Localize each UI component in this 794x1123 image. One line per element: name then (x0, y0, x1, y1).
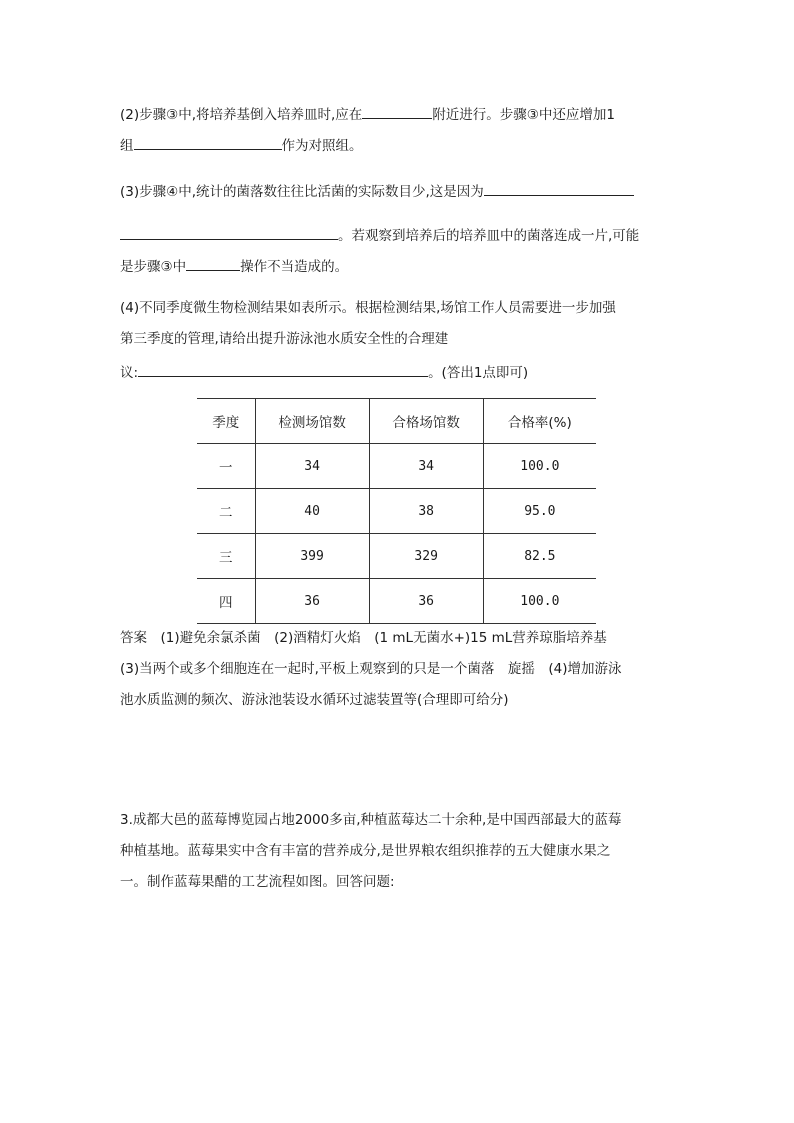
question-3-line-2 (120, 223, 639, 246)
table-header-cell: 合格率(%) (483, 399, 596, 444)
answer-blank (138, 360, 428, 377)
answer-line-1: 答案 (1)避免余氯杀菌 (2)酒精灯火焰 (1 mL无菌水+)15 mL营养琼脂培养基 (120, 630, 607, 646)
question-2-line-1 (120, 102, 615, 125)
table-header-cell: 合格场馆数 (369, 399, 483, 444)
table-cell: 95.0 (483, 489, 596, 534)
question-3-text-d: 操作不当造成的。 (240, 259, 349, 275)
table-cell: 100.0 (483, 579, 596, 624)
table-cell: 二 (197, 489, 255, 534)
answer-blank (362, 102, 432, 119)
answer-blank (134, 133, 282, 150)
question-3-text-a: (3)步骤④中,统计的菌落数往往比活菌的实际数目少,这是因为 (120, 184, 484, 200)
answer-blank (484, 179, 634, 196)
question-4-line-2: 第三季度的管理,请给出提升游泳池水质安全性的合理建 (120, 331, 449, 347)
question-3-text-b: 。若观察到培养后的培养皿中的菌落连成一片,可能 (338, 228, 640, 244)
table-row (197, 579, 596, 624)
results-table (197, 398, 596, 624)
table-cell: 40 (255, 489, 369, 534)
question-3-line-3 (120, 254, 348, 277)
question-4-line-1: (4)不同季度微生物检测结果如表所示。根据检测结果,场馆工作人员需要进一步加强 (120, 300, 616, 316)
table-row (197, 444, 596, 489)
table-cell: 34 (369, 444, 483, 489)
question-4-text-b: 。(答出1点即可) (428, 365, 529, 381)
table-cell: 一 (197, 444, 255, 489)
answer-blank (186, 254, 240, 271)
table-header-cell: 检测场馆数 (255, 399, 369, 444)
table-row (197, 534, 596, 579)
table-header-row (197, 399, 596, 444)
table-cell: 36 (255, 579, 369, 624)
table-cell: 38 (369, 489, 483, 534)
question-2-text-d: 作为对照组。 (281, 138, 363, 154)
table-row (197, 489, 596, 534)
problem-3-line-1: 3.成都大邑的蓝莓博览园占地2000多亩,种植蓝莓达二十余种,是中国西部最大的蓝莓 (120, 812, 622, 828)
question-2-line-2 (120, 133, 363, 156)
question-4-text-a: 议: (120, 365, 139, 381)
table-cell: 100.0 (483, 444, 596, 489)
answer-line-3: 池水质监测的频次、游泳池装设水循环过滤装置等(合理即可给分) (120, 692, 509, 708)
table-cell: 329 (369, 534, 483, 579)
table-header-cell: 季度 (197, 399, 255, 444)
problem-3-line-3: 一。制作蓝莓果醋的工艺流程如图。回答问题: (120, 874, 395, 890)
table-cell: 399 (255, 534, 369, 579)
question-2-text-c: 组 (120, 138, 134, 154)
question-4-line-3 (120, 360, 528, 383)
question-2-text-a: (2)步骤③中,将培养基倒入培养皿时,应在 (120, 107, 363, 123)
table-cell: 三 (197, 534, 255, 579)
question-2-text-b: 附近进行。步骤③中还应增加1 (432, 107, 616, 123)
answer-blank (120, 223, 338, 240)
question-3-text-c: 是步骤③中 (120, 259, 187, 275)
table-cell: 34 (255, 444, 369, 489)
table-cell: 82.5 (483, 534, 596, 579)
problem-3-line-2: 种植基地。蓝莓果实中含有丰富的营养成分,是世界粮农组织推荐的五大健康水果之 (120, 843, 611, 859)
table-cell: 四 (197, 579, 255, 624)
answer-line-2: (3)当两个或多个细胞连在一起时,平板上观察到的只是一个菌落 旋摇 (4)增加游泳 (120, 661, 622, 677)
table-cell: 36 (369, 579, 483, 624)
question-3-line-1 (120, 179, 634, 202)
